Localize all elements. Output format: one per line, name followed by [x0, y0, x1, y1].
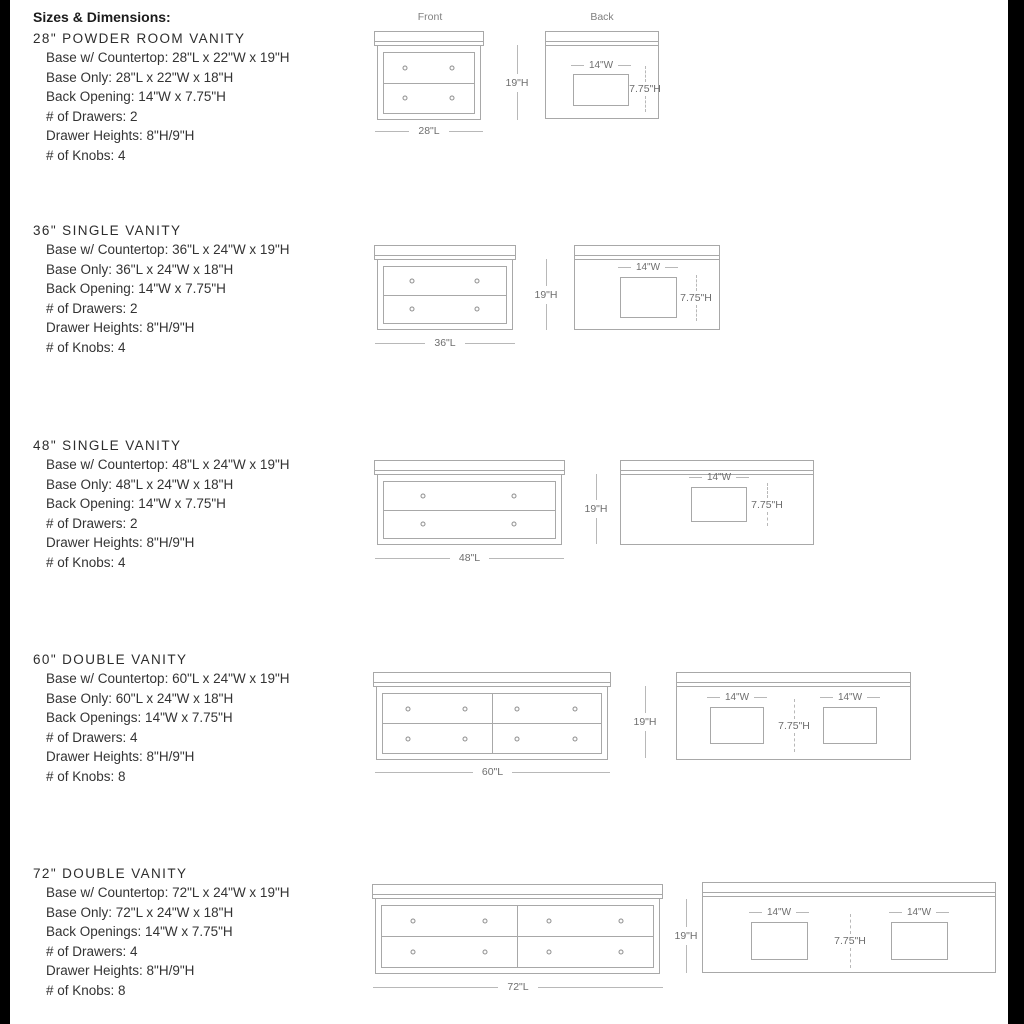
- drawer-knob: [402, 96, 407, 101]
- cabinet-base: [377, 46, 481, 120]
- spec-line: Back Openings: 14"W x 7.75"H: [46, 710, 233, 725]
- drawer-area: [381, 905, 654, 968]
- section-60-specs: [33, 650, 349, 786]
- length-dimension: 72"L: [373, 980, 663, 994]
- spec-line: Base Only: 36"L x 24"W x 18"H: [46, 261, 234, 277]
- scan-border-left: [0, 0, 10, 1024]
- height-dimension: 19"H: [579, 474, 613, 544]
- back-opening: [691, 487, 747, 522]
- drawer-knob: [482, 950, 487, 955]
- drawer-knob: [474, 278, 479, 283]
- countertop: [373, 672, 611, 687]
- back-diagram-60in: [676, 672, 911, 760]
- spec-line: Back Opening: 14"W x 7.75"H: [46, 281, 226, 296]
- front-diagram-28in: [374, 31, 484, 120]
- drawer-knob: [410, 307, 415, 312]
- back-diagram-28in: [545, 31, 659, 119]
- cabinet-base: [377, 260, 513, 330]
- spec-line: # of Drawers: 4: [46, 943, 138, 959]
- page-title: Sizes & Dimensions:: [33, 9, 171, 25]
- drawer-knob: [572, 736, 577, 741]
- spec-line: Base Only: 28"L x 22"W x 18"H: [46, 69, 234, 85]
- opening-width-dimension: 14"W: [729, 907, 829, 918]
- opening-width-dimension: 14"W: [800, 692, 900, 703]
- height-dimension: 19"H: [500, 45, 534, 120]
- section-title: 48" SINGLE VANITY: [33, 438, 182, 453]
- drawer-knob: [405, 706, 410, 711]
- drawer-knob: [511, 493, 516, 498]
- spec-line: Base Only: 72"L x 24"W x 18"H: [46, 904, 234, 920]
- spec-line: Base w/ Countertop: 28"L x 22"W x 19"H: [46, 50, 290, 65]
- spec-line: Drawer Heights: 8"H/9"H: [46, 749, 195, 764]
- drawer-area: [383, 52, 475, 114]
- drawer-knob: [411, 919, 416, 924]
- spec-line: Back Opening: 14"W x 7.75"H: [46, 496, 226, 511]
- spec-line: Base w/ Countertop: 72"L x 24"W x 19"H: [46, 885, 290, 900]
- drawer-knob: [402, 65, 407, 70]
- cabinet-base: [375, 899, 660, 974]
- back-opening: [620, 277, 677, 318]
- drawer-knob: [474, 307, 479, 312]
- height-dimension: 19"H: [669, 899, 703, 973]
- drawer-knob: [482, 919, 487, 924]
- height-dimension: 19"H: [529, 259, 563, 330]
- opening-height-dimension: 7.75"H: [674, 275, 718, 321]
- drawer-area: [382, 693, 602, 754]
- spec-line: Drawer Heights: 8"H/9"H: [46, 320, 195, 335]
- back-diagram-72in: [702, 882, 996, 973]
- opening-height-dimension: 7.75"H: [772, 699, 816, 752]
- drawer-knob: [421, 522, 426, 527]
- spec-line: Back Openings: 14"W x 7.75"H: [46, 924, 233, 939]
- drawer-knob: [411, 950, 416, 955]
- spec-line: # of Knobs: 4: [46, 339, 126, 355]
- drawer-knob: [618, 919, 623, 924]
- section-title: 28" POWDER ROOM VANITY: [33, 31, 246, 46]
- spec-line: # of Knobs: 8: [46, 768, 126, 784]
- spec-line: # of Knobs: 4: [46, 147, 126, 163]
- height-dimension: 19"H: [628, 686, 662, 758]
- drawer-knob: [547, 919, 552, 924]
- front-diagram-36in: [374, 245, 516, 330]
- back-column-label: Back: [590, 11, 614, 23]
- spec-line: Base Only: 60"L x 24"W x 18"H: [46, 690, 234, 706]
- length-dimension: 60"L: [375, 765, 610, 779]
- section-36-specs: [33, 221, 349, 357]
- back-opening: [891, 922, 948, 960]
- drawer-knob: [515, 706, 520, 711]
- drawer-knob: [450, 96, 455, 101]
- drawer-knob: [405, 736, 410, 741]
- spec-line: Base Only: 48"L x 24"W x 18"H: [46, 476, 234, 492]
- section-title: 36" SINGLE VANITY: [33, 223, 182, 238]
- opening-width-dimension: 14"W: [669, 472, 769, 483]
- section-title: 60" DOUBLE VANITY: [33, 652, 188, 667]
- section-title: 72" DOUBLE VANITY: [33, 866, 188, 881]
- drawer-area: [383, 266, 507, 324]
- spec-line: # of Drawers: 2: [46, 515, 138, 531]
- drawer-knob: [511, 522, 516, 527]
- spec-line: # of Drawers: 2: [46, 300, 138, 316]
- opening-width-dimension: 14"W: [598, 262, 698, 273]
- countertop: [372, 884, 663, 899]
- spec-line: # of Knobs: 4: [46, 554, 126, 570]
- cabinet-base: [376, 687, 608, 760]
- section-28-specs: [33, 29, 349, 165]
- spec-line: # of Knobs: 8: [46, 982, 126, 998]
- back-opening: [823, 707, 877, 744]
- spec-line: Drawer Heights: 8"H/9"H: [46, 128, 195, 143]
- drawer-knob: [450, 65, 455, 70]
- spec-line: Back Opening: 14"W x 7.75"H: [46, 89, 226, 104]
- spec-line: Base w/ Countertop: 36"L x 24"W x 19"H: [46, 242, 290, 257]
- front-column-label: Front: [417, 11, 443, 23]
- drawer-knob: [572, 706, 577, 711]
- back-diagram-36in: [574, 245, 720, 330]
- front-diagram-72in: [372, 884, 663, 974]
- spec-line: Base w/ Countertop: 60"L x 24"W x 19"H: [46, 671, 290, 686]
- opening-width-dimension: 14"W: [869, 907, 969, 918]
- cabinet-base: [377, 475, 562, 545]
- drawer-area: [383, 481, 556, 539]
- back-opening: [710, 707, 764, 744]
- opening-width-dimension: 14"W: [551, 60, 651, 71]
- opening-width-dimension: 14"W: [687, 692, 787, 703]
- drawer-knob: [421, 493, 426, 498]
- countertop: [374, 31, 484, 46]
- front-diagram-48in: [374, 460, 565, 545]
- opening-height-dimension: 7.75"H: [623, 66, 667, 112]
- length-dimension: 36"L: [375, 336, 515, 350]
- front-diagram-60in: [373, 672, 611, 760]
- drawer-knob: [410, 278, 415, 283]
- length-dimension: 28"L: [375, 124, 483, 138]
- drawer-knob: [547, 950, 552, 955]
- back-opening: [751, 922, 808, 960]
- countertop: [374, 245, 516, 260]
- drawer-knob: [515, 736, 520, 741]
- spec-line: Drawer Heights: 8"H/9"H: [46, 535, 195, 550]
- opening-height-dimension: 7.75"H: [828, 914, 872, 968]
- opening-height-dimension: 7.75"H: [745, 483, 789, 526]
- drawer-knob: [463, 706, 468, 711]
- spec-line: # of Drawers: 2: [46, 108, 138, 124]
- back-opening: [573, 74, 629, 106]
- section-48-specs: [33, 436, 349, 572]
- scan-border-right: [1008, 0, 1024, 1024]
- drawer-knob: [618, 950, 623, 955]
- spec-line: # of Drawers: 4: [46, 729, 138, 745]
- length-dimension: 48"L: [375, 551, 564, 565]
- countertop: [374, 460, 565, 475]
- drawer-knob: [463, 736, 468, 741]
- section-72-specs: [33, 864, 349, 1000]
- back-diagram-48in: [620, 460, 814, 545]
- spec-line: Drawer Heights: 8"H/9"H: [46, 963, 195, 978]
- spec-line: Base w/ Countertop: 48"L x 24"W x 19"H: [46, 457, 290, 472]
